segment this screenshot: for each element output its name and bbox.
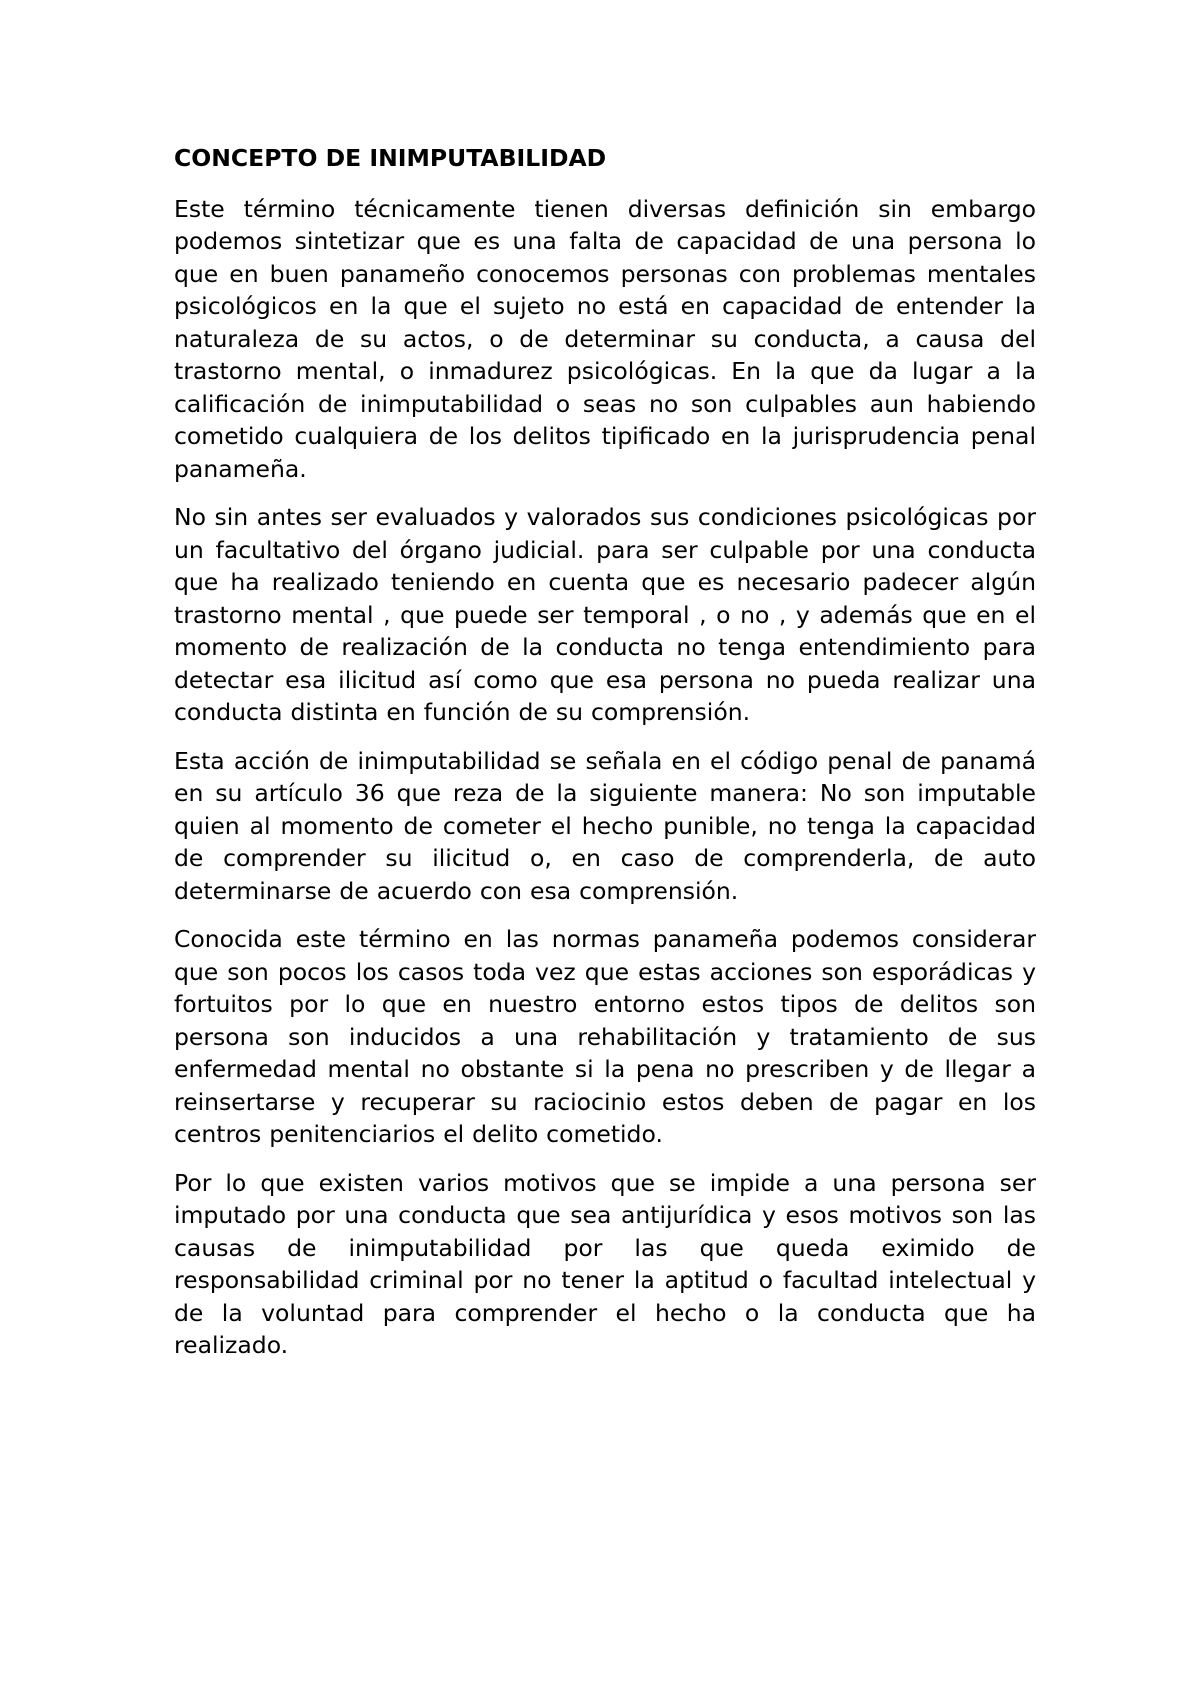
paragraph-3: Esta acción de inimputabilidad se señala en el código penal de panamá en su artículo 36 que reza de la siguiente manera: No son imputable quien al momento de cometer el hecho punible, no tenga la capacidad de comprender su ilicitud o, en caso de comprenderla, de auto determinarse de acuerdo con esa comprensión.: [174, 746, 1036, 905]
paragraph-5: Por lo que existen varios motivos que se impide a una persona ser imputado por una conducta que sea antijurídica y esos motivos son las causas de inimputabilidad por las que queda eximido de responsabilidad criminal por no tener la aptitud o facultad intelectual y de la voluntad para comprender el hecho o la conducta que ha realizado.: [174, 1168, 1036, 1359]
paragraph-4: Conocida este término en las normas panameña podemos considerar que son pocos los casos toda vez que estas acciones son esporádicas y fortuitos por lo que en nuestro entorno estos tipos de delitos son persona son inducidos a una rehabilitación y tratamiento de sus enfermedad mental no obstante si la pena no prescriben y de llegar a reinsertarse y recuperar su raciocinio estos deben de pagar en los centros penitenciarios el delito cometido.: [174, 925, 1036, 1148]
document-title: CONCEPTO DE INIMPUTABILIDAD: [174, 144, 607, 172]
paragraph-2: No sin antes ser evaluados y valorados sus condiciones psicológicas por un facultativo del órgano judicial. para ser culpable por una conducta que ha realizado teniendo en cuenta que es necesario padecer algún trastorno mental , que puede ser temporal , o no , y además que en el momento de realización de la conducta no tenga entendimiento para detectar esa ilicitud así como que esa persona no pueda realizar una conducta distinta en función de su comprensión.: [174, 503, 1036, 726]
paragraph-1: Este término técnicamente tienen diversas definición sin embargo podemos sintetizar que es una falta de capacidad de una persona lo que en buen panameño conocemos personas con problemas mentales psicológicos en la que el sujeto no está en capacidad de entender la naturaleza de su actos, o de determinar su conducta, a causa del trastorno mental, o inmadurez psicológicas. En la que da lugar a la calificación de inimputabilidad o seas no son culpables aun habiendo cometido cualquiera de los delitos tipificado en la jurisprudencia penal panameña.: [174, 194, 1036, 483]
document-body: [174, 142, 1036, 1378]
